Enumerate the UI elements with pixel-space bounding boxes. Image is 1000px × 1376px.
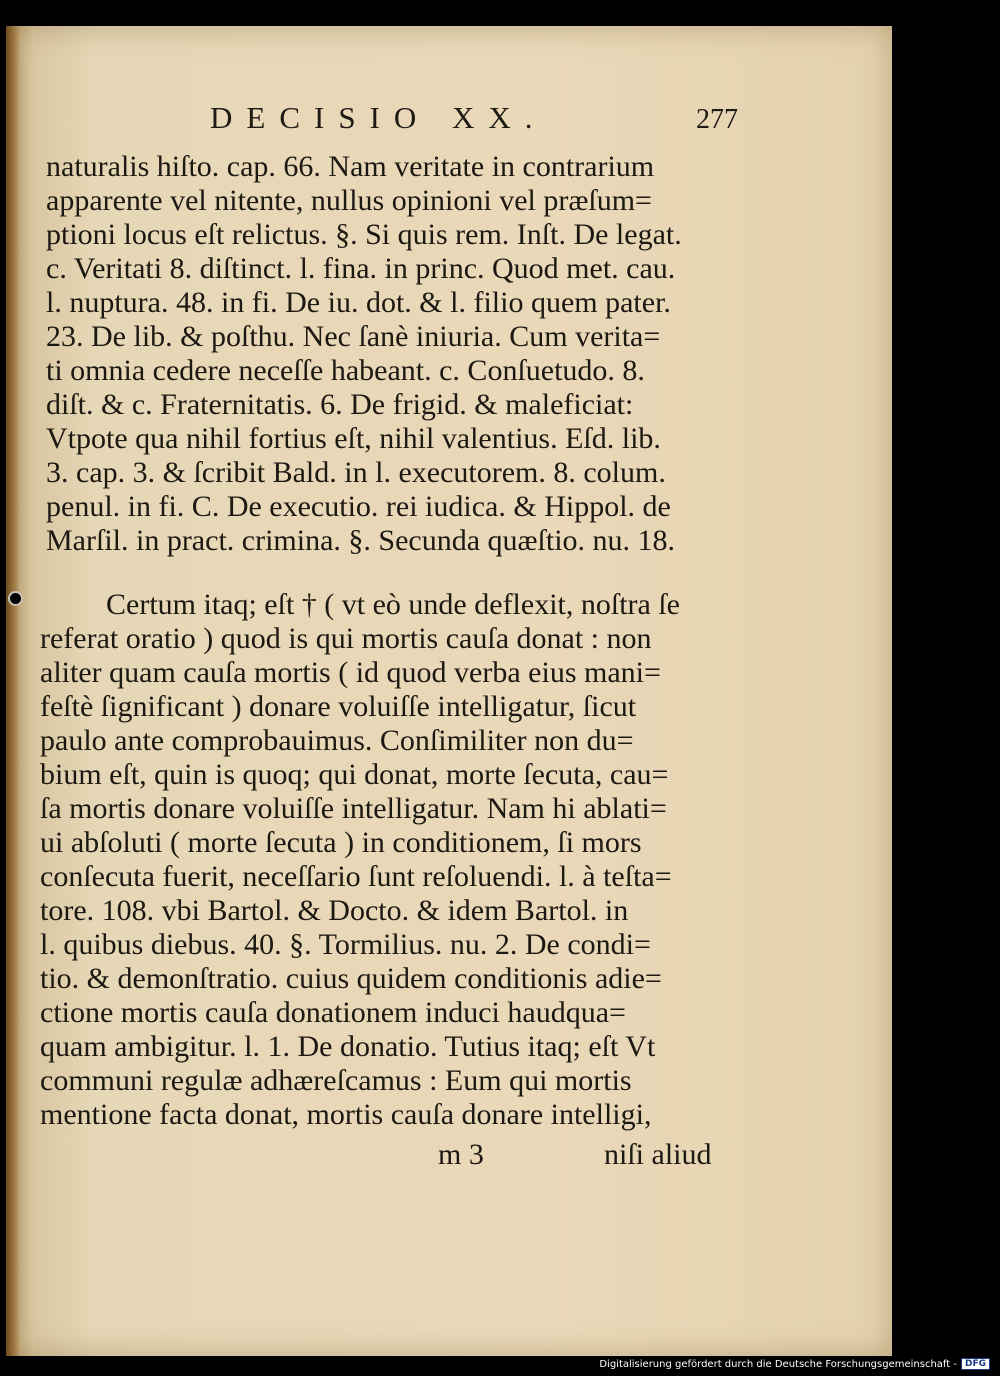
- running-head: DECISIO XX.: [210, 100, 547, 135]
- text-line: naturalis hiſto. cap. 66. Nam veritate in contrarium: [46, 150, 655, 183]
- text-line: bium eſt, quin is quoq; qui donat, morte ſecuta, cau=: [40, 758, 669, 791]
- text-line: ti omnia cedere neceſſe habeant. c. Conſuetudo. 8.: [46, 354, 645, 387]
- text-line: ptioni locus eſt relictus. §. Si quis rem. Inſt. De legat.: [46, 218, 682, 251]
- digitization-credit: [599, 1358, 990, 1370]
- text-line: 23. De lib. & poſthu. Nec ſanè iniuria. Cum verita=: [46, 320, 661, 353]
- text-line: ui abſoluti ( morte ſecuta ) in conditionem, ſi mors: [40, 826, 642, 859]
- text-line: ſa mortis donare voluiſſe intelligatur. Nam hi ablati=: [40, 792, 667, 825]
- text-line: tio. & demonſtratio. cuius quidem conditionis adie=: [40, 962, 662, 995]
- text-line: quam ambigitur. l. 1. De donatio. Tutius itaq; eſt Vt: [40, 1030, 656, 1063]
- text-line: penul. in fi. C. De executio. rei iudica. & Hippol. de: [46, 490, 671, 523]
- text-line: apparente vel nitente, nullus opinioni vel præſum=: [46, 184, 652, 217]
- signature-mark: m 3: [438, 1138, 484, 1171]
- text-line: l. quibus diebus. 40. §. Tormilius. nu. 2. De condi=: [40, 928, 651, 961]
- page-gutter-shadow: [6, 26, 20, 1356]
- text-line: conſecuta fuerit, neceſſario ſunt reſoluendi. l. à teſta=: [40, 860, 672, 893]
- catchword: niſi aliud: [604, 1138, 712, 1171]
- text-line: mentione facta donat, mortis cauſa donare intelligi,: [40, 1098, 652, 1131]
- text-line: Marſil. in pract. crimina. §. Secunda quæſtio. nu. 18.: [46, 524, 676, 557]
- dfg-logo: DFG: [961, 1358, 990, 1370]
- text-line: referat oratio ) quod is qui mortis cauſa donat : non: [40, 622, 652, 655]
- text-line: tore. 108. vbi Bartol. & Docto. & idem Bartol. in: [40, 894, 629, 927]
- text-line: Vtpote qua nihil fortius eſt, nihil valentius. Eſd. lib.: [46, 422, 661, 455]
- text-line: Certum itaq; eſt † ( vt eò unde deflexit, noſtra ſe: [106, 588, 680, 621]
- text-line: l. nuptura. 48. in fi. De iu. dot. & l. filio quem pater.: [46, 286, 671, 319]
- text-line: feſtè ſignificant ) donare voluiſſe intelligatur, ſicut: [40, 690, 637, 723]
- text-line: 3. cap. 3. & ſcribit Bald. in l. executorem. 8. colum.: [46, 456, 666, 489]
- page-number: 277: [696, 104, 738, 135]
- text-line: communi regulæ adhæreſcamus : Eum qui mortis: [40, 1064, 632, 1097]
- margin-hole-mark: [8, 591, 23, 606]
- text-line: aliter quam cauſa mortis ( id quod verba eius mani=: [40, 656, 661, 689]
- text-line: ctione mortis cauſa donationem induci haudqua=: [40, 996, 626, 1029]
- text-line: diſt. & c. Fraternitatis. 6. De frigid. & maleficiat:: [46, 388, 634, 421]
- text-line: c. Veritati 8. diſtinct. l. fina. in princ. Quod met. cau.: [46, 252, 676, 285]
- text-line: paulo ante comprobauimus. Conſimiliter non du=: [40, 724, 634, 757]
- credit-text: Digitalisierung gefördert durch die Deutsche Forschungsgemeinschaft -: [599, 1358, 957, 1370]
